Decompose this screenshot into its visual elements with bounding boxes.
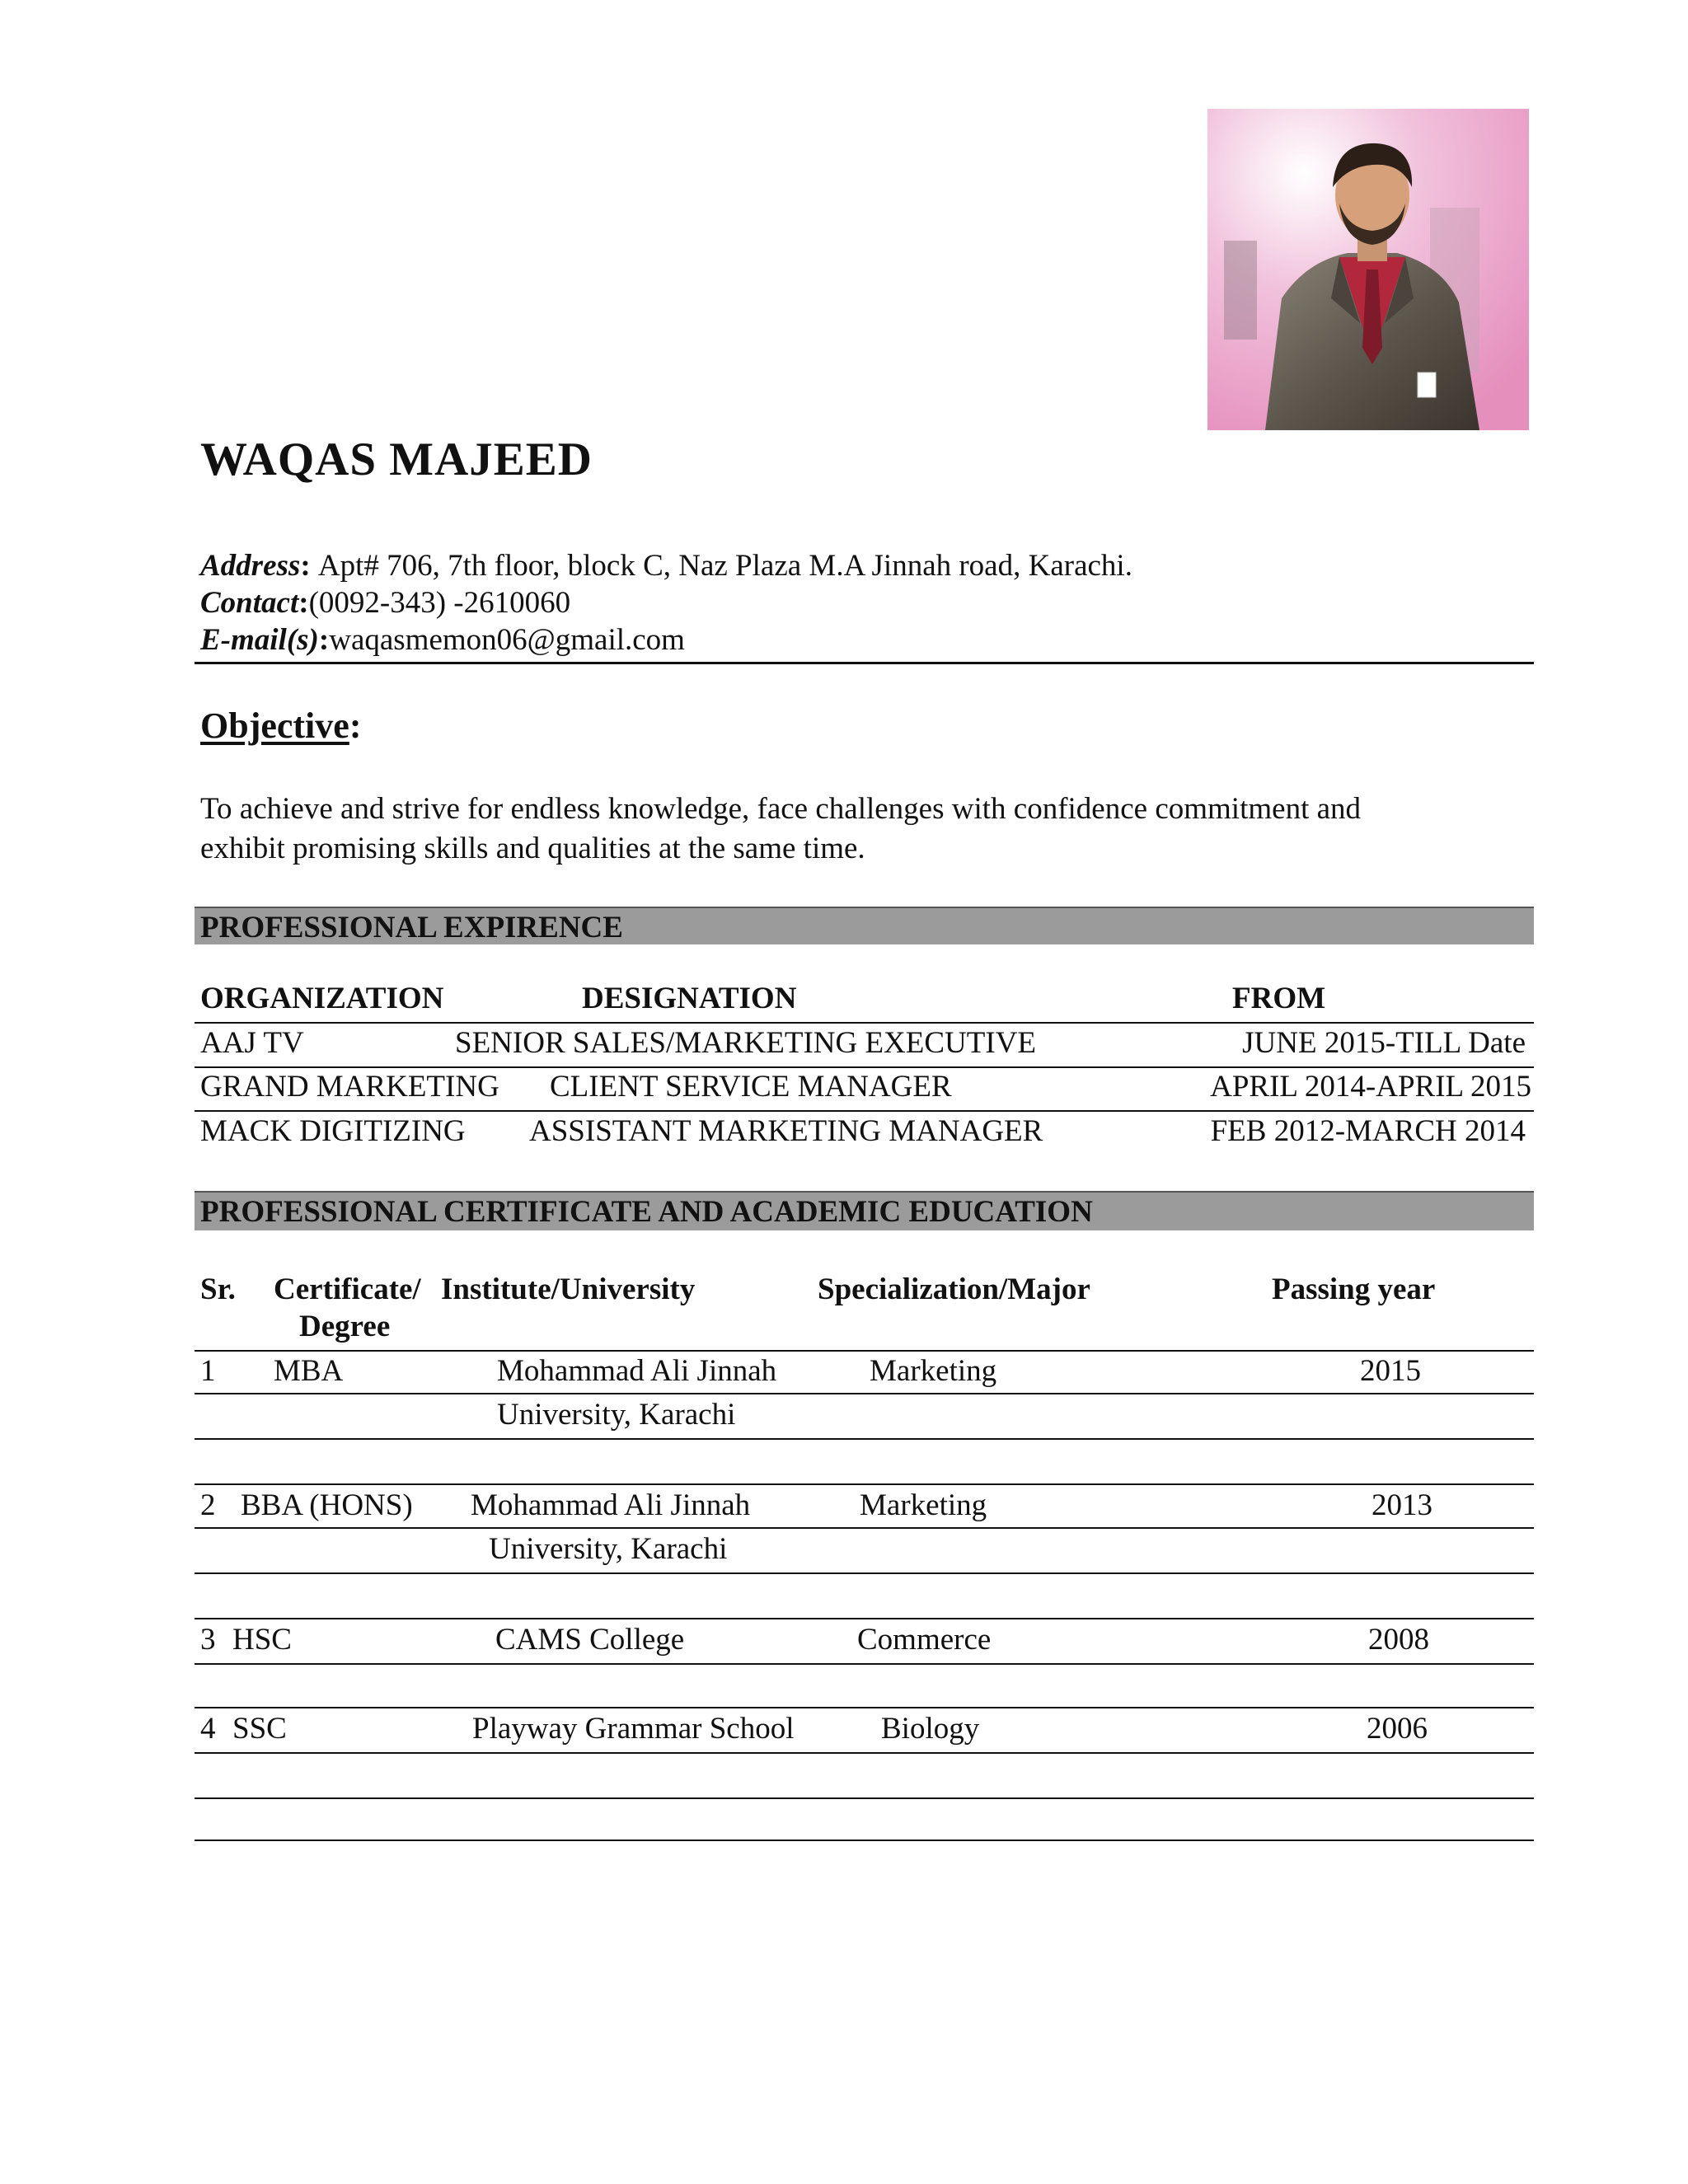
contact-label: Contact — [200, 586, 299, 620]
profile-photo — [1207, 109, 1529, 430]
objective-line-2: exhibit promising skills and qualities at the same time. — [200, 832, 865, 865]
address-line: Address: Apt# 706, 7th floor, block C, Naz Plaza M.A Jinnah road, Karachi. — [200, 549, 1132, 583]
candidate-name: WAQAS MAJEED — [200, 434, 593, 485]
edu-row-1-institute: Mohammad Ali Jinnah — [497, 1354, 777, 1388]
edu-row-3-year: 2008 — [1368, 1623, 1429, 1657]
col-degree: Degree — [299, 1310, 391, 1343]
edu-row-2-degree: BBA (HONS) — [241, 1488, 413, 1522]
edu-row-4-major: Biology — [881, 1712, 980, 1746]
education-row-rule — [195, 1483, 1534, 1485]
edu-row-2-sr: 2 — [200, 1488, 216, 1522]
edu-row-1-degree: MBA — [274, 1354, 344, 1388]
exp-row-2-org: GRAND MARKETING — [200, 1070, 499, 1104]
edu-row-4-year: 2006 — [1367, 1712, 1428, 1746]
experience-header-rule — [195, 1022, 1534, 1024]
col-year: Passing year — [1272, 1272, 1436, 1306]
contact-line: Contact:(0092-343) -2610060 — [200, 586, 571, 620]
education-row-rule — [195, 1752, 1534, 1754]
col-sr: Sr. — [200, 1272, 236, 1306]
exp-row-3-designation: ASSISTANT MARKETING MANAGER — [529, 1114, 1043, 1148]
objective-line-1: To achieve and strive for endless knowledge, face challenges with confidence commitment and — [200, 792, 1362, 826]
edu-row-4-degree: SSC — [232, 1712, 287, 1746]
edu-row-2-year: 2013 — [1372, 1488, 1432, 1522]
education-row-rule — [195, 1572, 1534, 1574]
edu-row-3-major: Commerce — [857, 1623, 992, 1657]
edu-row-2-institute: Mohammad Ali Jinnah — [471, 1488, 751, 1522]
education-row-rule — [195, 1618, 1534, 1619]
edu-row-3-degree: HSC — [232, 1623, 292, 1657]
edu-row-2-major: Marketing — [860, 1488, 987, 1522]
col-organization: ORGANIZATION — [200, 982, 444, 1015]
edu-row-4-sr: 4 — [200, 1712, 216, 1746]
experience-heading: PROFESSIONAL EXPIRENCE — [200, 911, 623, 944]
experience-row-rule — [195, 1110, 1534, 1112]
edu-row-1-year: 2015 — [1360, 1354, 1421, 1388]
profile-photo-illustration — [1207, 109, 1529, 430]
education-row-rule — [195, 1438, 1534, 1440]
exp-row-3-org: MACK DIGITIZING — [200, 1114, 466, 1148]
edu-row-3-sr: 3 — [200, 1623, 216, 1657]
exp-row-2-designation: CLIENT SERVICE MANAGER — [550, 1070, 952, 1104]
address-label: Address — [200, 549, 301, 583]
email-line: E-mail(s):waqasmemon06@gmail.com — [200, 623, 685, 657]
education-row-rule — [195, 1707, 1534, 1708]
email-label: E-mail(s) — [200, 623, 319, 657]
edu-row-3-institute: CAMS College — [495, 1623, 685, 1657]
education-header-rule — [195, 1350, 1534, 1352]
education-row-rule — [195, 1393, 1534, 1394]
exp-row-1-from: JUNE 2015-TILL Date — [1242, 1026, 1526, 1060]
edu-row-1-institute-cont: University, Karachi — [497, 1398, 736, 1432]
education-row-rule — [195, 1663, 1534, 1665]
col-from: FROM — [1232, 982, 1326, 1015]
edu-row-4-institute: Playway Grammar School — [472, 1712, 795, 1746]
education-row-rule — [195, 1797, 1534, 1799]
edu-row-2-institute-cont: University, Karachi — [489, 1532, 728, 1566]
education-heading: PROFESSIONAL CERTIFICATE AND ACADEMIC EDUCATION — [200, 1195, 1093, 1229]
education-section-header — [195, 1191, 1534, 1230]
exp-row-1-designation: SENIOR SALES/MARKETING EXECUTIVE — [455, 1026, 1037, 1060]
col-major: Specialization/Major — [818, 1272, 1090, 1306]
edu-row-1-sr: 1 — [200, 1354, 216, 1388]
address-value: Apt# 706, 7th floor, block C, Naz Plaza M.A Jinnah road, Karachi. — [317, 549, 1132, 583]
exp-row-2-from: APRIL 2014-APRIL 2015 — [1210, 1070, 1531, 1104]
header-divider — [195, 662, 1534, 664]
col-institute: Institute/University — [441, 1272, 696, 1306]
experience-section-header — [195, 907, 1534, 944]
education-row-rule — [195, 1840, 1534, 1841]
col-designation: DESIGNATION — [582, 982, 797, 1015]
objective-heading-text: Objective — [200, 705, 349, 746]
email-value[interactable]: waqasmemon06@gmail.com — [329, 623, 685, 657]
col-certificate: Certificate/ — [274, 1272, 421, 1306]
exp-row-3-from: FEB 2012-MARCH 2014 — [1210, 1114, 1526, 1148]
education-row-rule — [195, 1527, 1534, 1529]
contact-value: (0092-343) -2610060 — [308, 586, 571, 620]
experience-row-rule — [195, 1066, 1534, 1068]
objective-heading: Objective: — [200, 705, 362, 746]
edu-row-1-major: Marketing — [870, 1354, 997, 1388]
exp-row-1-org: AAJ TV — [200, 1026, 304, 1060]
